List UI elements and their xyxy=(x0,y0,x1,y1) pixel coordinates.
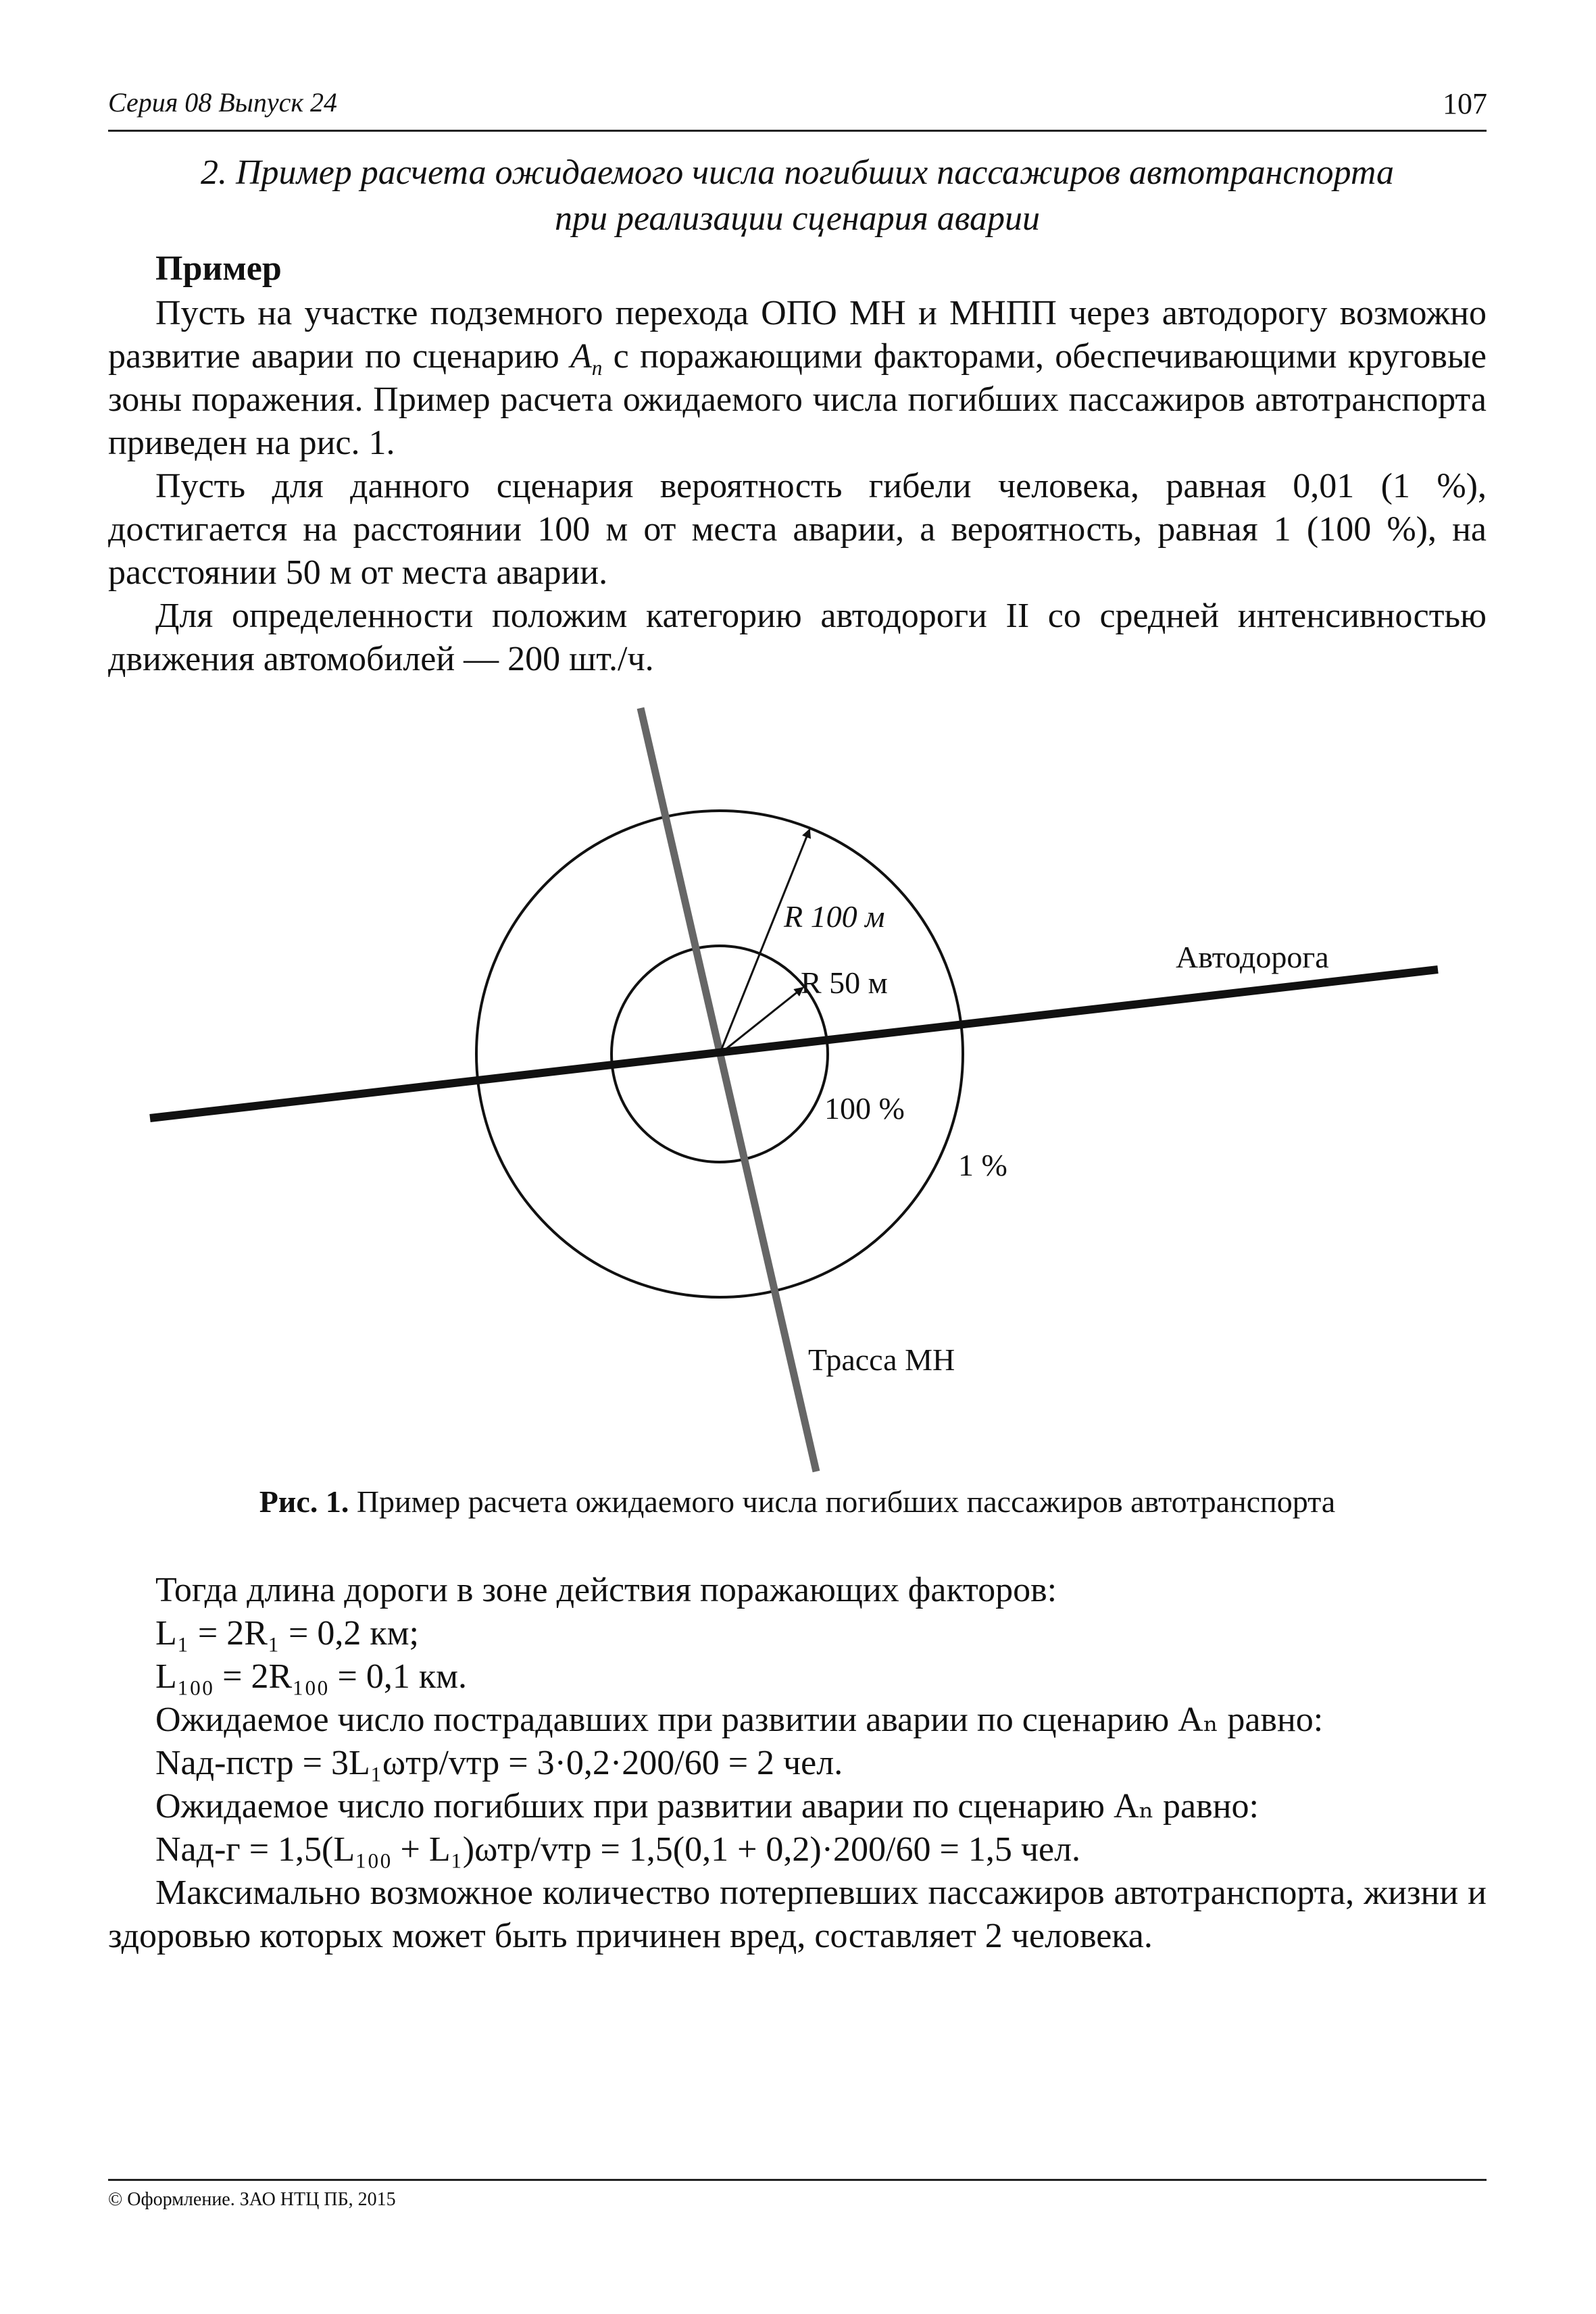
scenario-variable: A xyxy=(570,337,592,376)
road-line xyxy=(150,970,1438,1118)
zone-1pct-label: 1 % xyxy=(958,1148,1007,1182)
damage-zone-diagram xyxy=(0,696,1596,1473)
injured-intro: Ожидаемое число пострадавших при развитии аварии по сценарию Aₙ равно: xyxy=(155,1701,1324,1739)
section-title-line2: при реализации сценария аварии xyxy=(555,199,1040,238)
radius-100-arrow xyxy=(720,830,809,1054)
scenario-subscript: n xyxy=(591,355,603,380)
paragraph-3: Для определенности положим категорию автодороги II со средней интенсивностью движения автомобилей — 200 шт./ч. xyxy=(108,597,1487,678)
copyright-footer: © Оформление. ЗАО НТЦ ПБ, 2015 xyxy=(108,2189,396,2210)
figure-caption xyxy=(108,1484,1487,1519)
footer-divider xyxy=(108,2179,1487,2181)
conclusion-paragraph: Максимально возможное количество потерпевших пассажиров автотранспорта, жизни и здоровью которых может быть причинен вред, составляет 2 человека. xyxy=(108,1873,1487,1955)
calculation-block xyxy=(155,1569,1500,1871)
paragraph-1 xyxy=(108,292,1487,465)
paragraph-1-start: Пусть на участке подземного перехода ОПО МН и МНПП через автодорогу возможно развитие аварии по сценарию xyxy=(108,294,1487,376)
radius-50-label: R 50 м xyxy=(801,965,888,1000)
zone-100pct-label: 100 % xyxy=(824,1091,905,1126)
pipeline-route-line xyxy=(641,708,816,1472)
pipeline-route-label: Трасса МН xyxy=(808,1342,955,1377)
figure-number: Рис. 1. xyxy=(259,1484,349,1519)
page-number: 107 xyxy=(1443,87,1487,120)
example-heading: Пример xyxy=(155,249,282,288)
formula-l100: L₁₀₀ = 2R₁₀₀ = 0,1 км. xyxy=(155,1657,468,1696)
section-title-line1: 2. Пример расчета ожидаемого числа погибших пассажиров автотранспорта xyxy=(200,153,1395,192)
calc-intro: Тогда длина дороги в зоне действия поражающих факторов: xyxy=(155,1571,1057,1609)
formula-l1: L₁ = 2R₁ = 0,2 км; xyxy=(155,1614,419,1653)
figure-caption-text: Пример расчета ожидаемого числа погибших пассажиров автотранспорта xyxy=(349,1484,1336,1519)
fatal-formula: Nад-г = 1,5(L₁₀₀ + L₁)ωтр/vтр = 1,5(0,1 + 0,2)·200/60 = 1,5 чел. xyxy=(155,1830,1081,1869)
paragraph-2: Пусть для данного сценария вероятность гибели человека, равная 0,01 (1 %), достигается на расстоянии 100 м от места аварии, а вероятность, равная 1 (100 %), на расстоянии 50 м от места аварии. xyxy=(108,467,1487,592)
radius-100-label: R 100 м xyxy=(784,899,885,934)
series-header: Серия 08 Выпуск 24 xyxy=(108,87,338,118)
paragraph-1-end: с поражающими факторами, обеспечивающими круговые зоны поражения. Пример расчета ожидаемого числа погибших пассажиров автотранспорта приведен на рис. 1. xyxy=(108,337,1487,462)
injured-formula: Nад-пстр = 3L₁ωтр/vтр = 3·0,2·200/60 = 2 чел. xyxy=(155,1744,843,1782)
road-label: Автодорога xyxy=(1176,940,1329,974)
fatal-intro: Ожидаемое число погибших при развитии аварии по сценарию Aₙ равно: xyxy=(155,1787,1259,1826)
header-divider xyxy=(108,130,1487,132)
